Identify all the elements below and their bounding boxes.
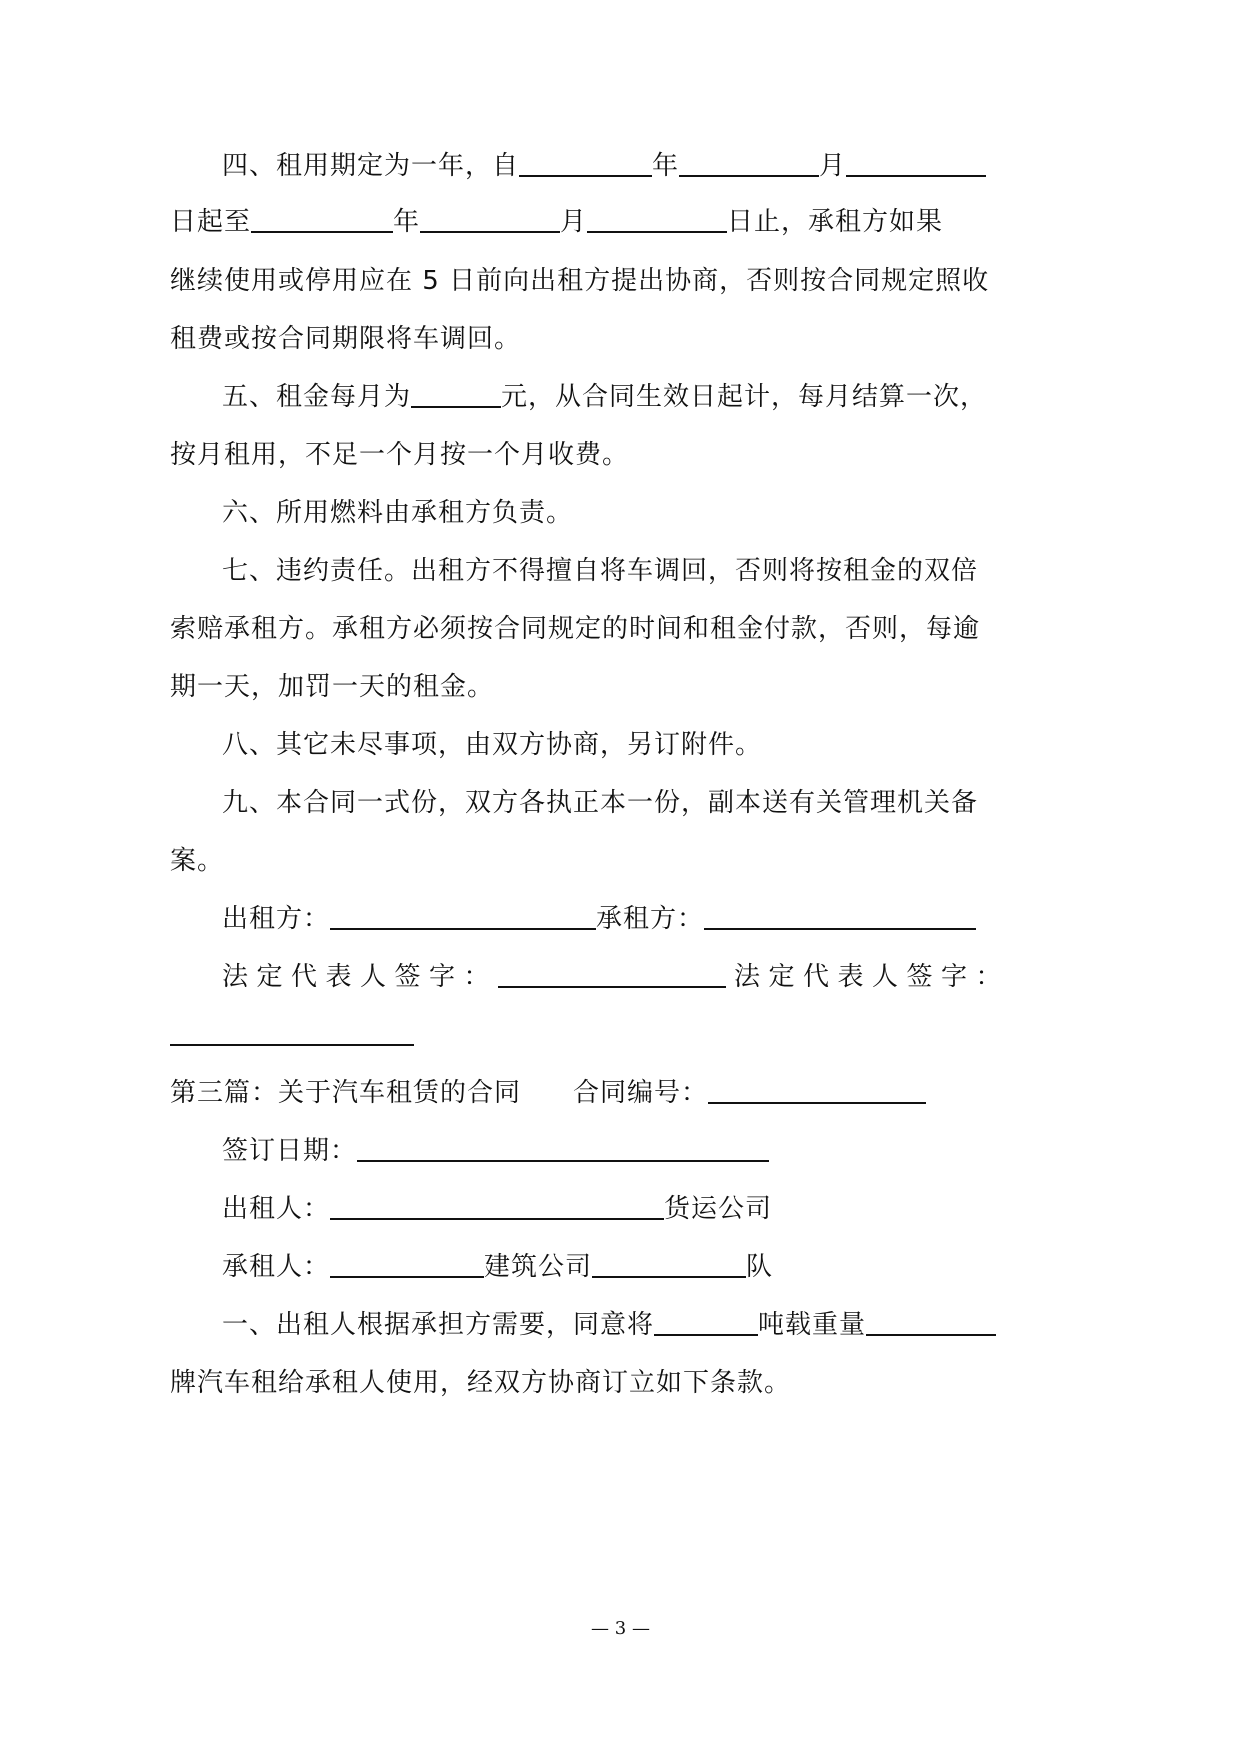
- clause-1-line-2: 牌汽车租给承租人使用，经双方协商订立如下条款。: [170, 1368, 792, 1398]
- lessee-label: 承租方：: [596, 904, 705, 934]
- lessee-mid: 建筑公司: [484, 1252, 593, 1282]
- blank-day-start: [846, 145, 986, 177]
- clause-5-line-1: [222, 375, 987, 419]
- lessee-label: 承租人：: [222, 1252, 331, 1282]
- blank-lessee: [704, 898, 976, 930]
- clause-7-line-1: 七、违约责任。出租方不得擅自将车调回，否则将按租金的双倍: [222, 556, 979, 586]
- lessor-label: 出租方：: [222, 904, 331, 934]
- blank-lessor-name: [330, 1188, 664, 1220]
- clause-4-text: 四、租用期定为一年，自: [222, 151, 520, 181]
- lessor-suffix: 货运公司: [664, 1194, 773, 1224]
- lessor-label: 出租人：: [222, 1194, 331, 1224]
- clause-6: 六、所用燃料由承租方负责。: [222, 498, 574, 528]
- lessee-row: [222, 1245, 773, 1289]
- clause-8: 八、其它未尽事项，由双方协商，另订附件。: [222, 730, 763, 760]
- blank-sign-date: [357, 1130, 769, 1162]
- blank-legal-rep-1: [498, 956, 726, 988]
- clause-9-line-2: 案。: [170, 846, 225, 876]
- clause-1-text: 吨载重量: [758, 1310, 867, 1340]
- label-month: 月: [819, 151, 847, 181]
- clause-5-text: 元，从合同生效日起计，每月结算一次，: [501, 382, 988, 412]
- clause-5-line-2: 按月租用，不足一个月按一个月收费。: [170, 440, 630, 470]
- blank-year-start: [519, 145, 652, 177]
- clause-4-text: 日起至: [170, 207, 252, 237]
- blank-team-name: [592, 1246, 746, 1278]
- blank-year-end: [251, 201, 393, 233]
- clause-7-line-3: 期一天，加罚一天的租金。: [170, 672, 495, 702]
- clause-4-text: 日止，承租方如果: [727, 207, 944, 237]
- contract-number-label: 合同编号：: [573, 1078, 709, 1108]
- signature-parties: [222, 897, 976, 941]
- blank-day-end: [587, 201, 727, 233]
- clause-4-line-4: 租费或按合同期限将车调回。: [170, 324, 522, 354]
- clause-9-line-1: 九、本合同一式份，双方各执正本一份，副本送有关管理机关备: [222, 788, 979, 818]
- section-3-heading: [170, 1071, 926, 1115]
- sign-date-label: 签订日期：: [222, 1136, 358, 1166]
- blank-lessor: [330, 898, 596, 930]
- clause-5-text: 五、租金每月为: [222, 382, 412, 412]
- label-year: 年: [393, 207, 421, 237]
- lessee-suffix: 队: [746, 1252, 774, 1282]
- signature-continuation: [170, 1013, 414, 1057]
- legal-rep-label-1: 法定代表人签字：: [222, 962, 499, 992]
- blank-vehicle-count: [654, 1304, 758, 1336]
- signature-legal-reps: [222, 955, 1010, 999]
- legal-rep-label-2: 法定代表人签字：: [734, 962, 1011, 992]
- label-year: 年: [652, 151, 680, 181]
- clause-4-line-1: [222, 144, 986, 188]
- page-number: — 3 —: [591, 1618, 650, 1639]
- blank-lessee-name: [330, 1246, 484, 1278]
- lessor-row: [222, 1187, 772, 1231]
- blank-monthly-rent: [411, 376, 501, 408]
- blank-month-end: [420, 201, 560, 233]
- blank-contract-number: [708, 1072, 926, 1104]
- clause-1-text: 一、出租人根据承担方需要，同意将: [222, 1310, 655, 1340]
- blank-month-start: [679, 145, 819, 177]
- blank-legal-rep-2: [170, 1014, 414, 1046]
- blank-tonnage: [866, 1304, 996, 1336]
- label-month: 月: [560, 207, 588, 237]
- clause-4-line-3: 继续使用或停用应在 5 日前向出租方提出协商，否则按合同规定照收: [170, 266, 990, 296]
- clause-7-line-2: 索赔承租方。承租方必须按合同规定的时间和租金付款，否则，每逾: [170, 614, 981, 644]
- section-3-title: 第三篇：关于汽车租赁的合同: [170, 1078, 522, 1108]
- sign-date-row: [222, 1129, 769, 1173]
- clause-4-line-2: [170, 200, 943, 244]
- clause-1-line-1: [222, 1303, 996, 1347]
